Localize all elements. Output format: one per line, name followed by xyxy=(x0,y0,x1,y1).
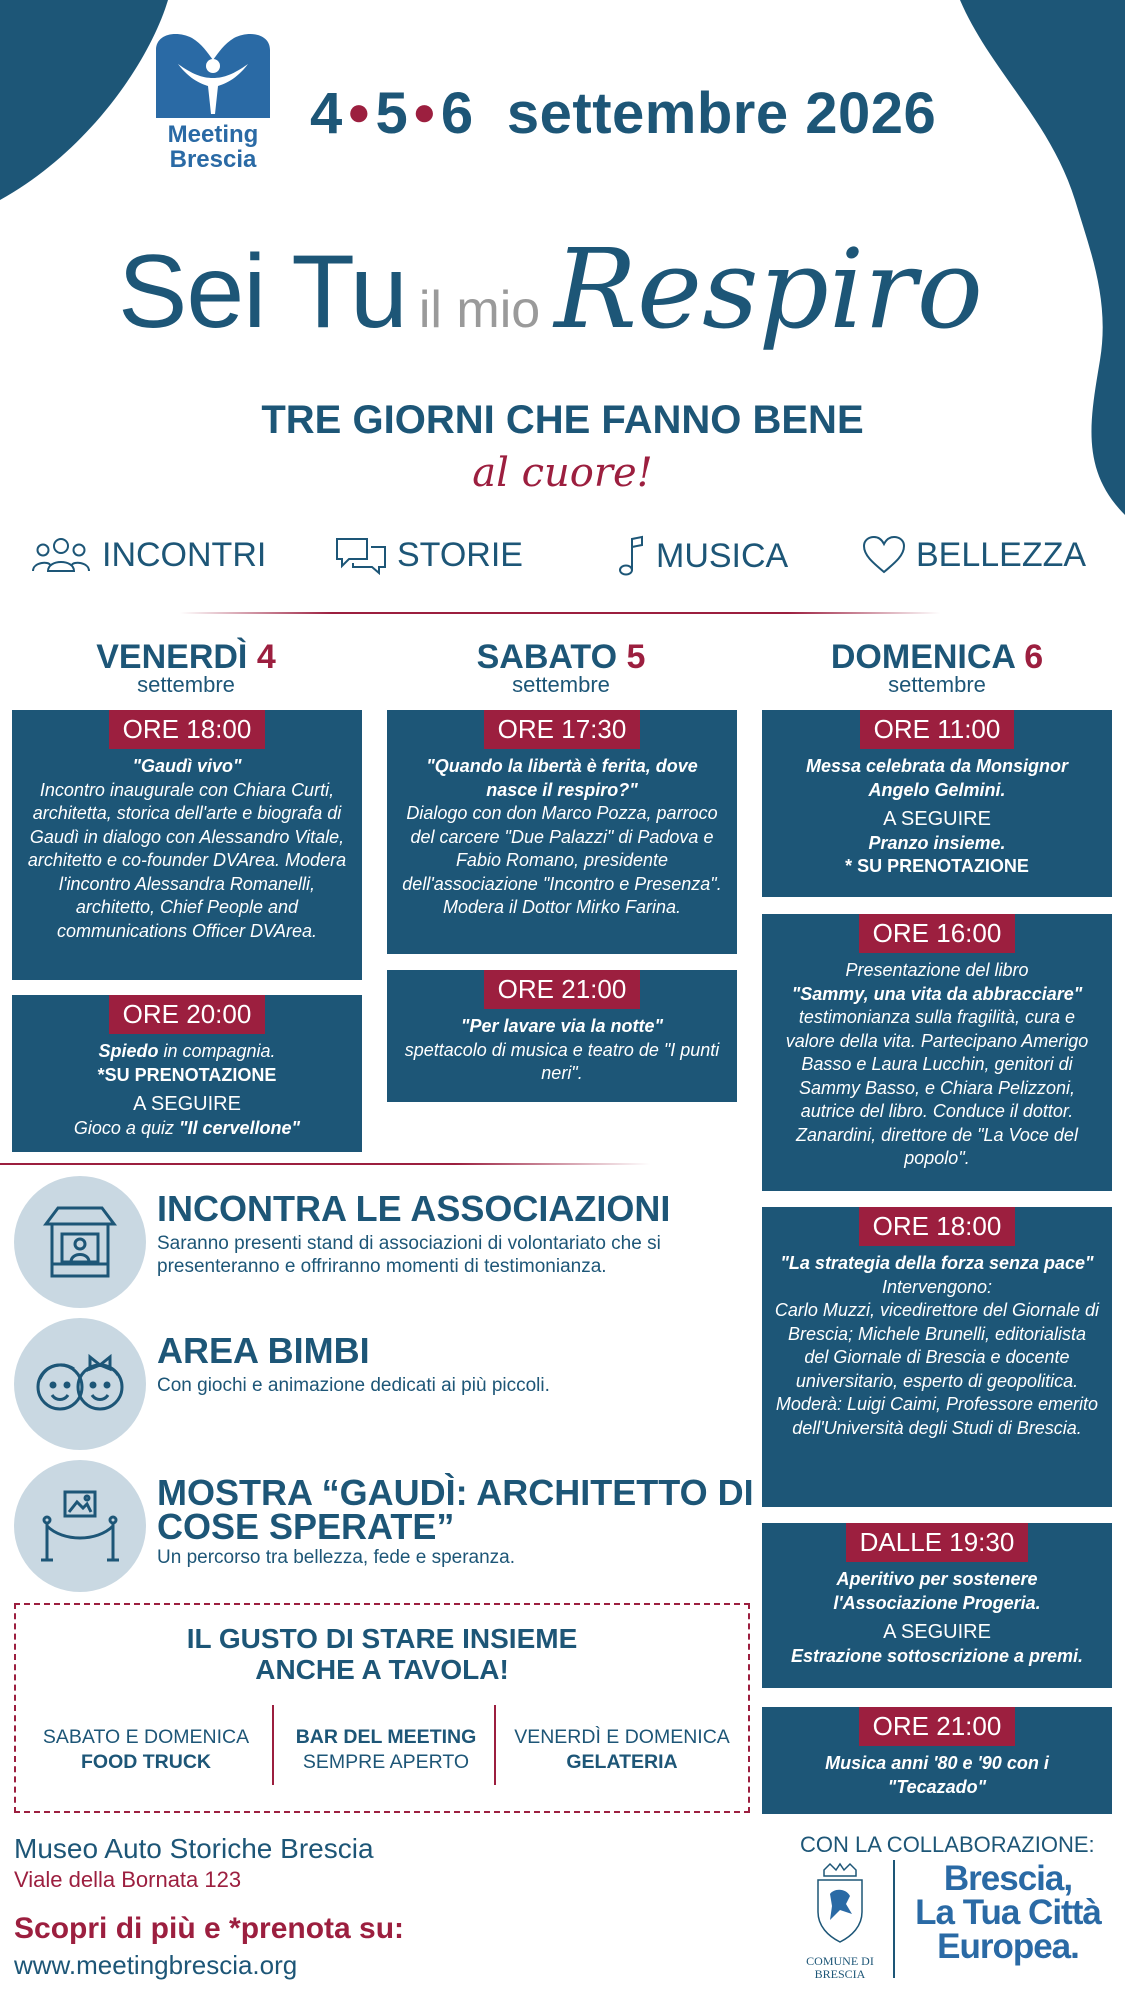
comune-brescia-logo: COMUNE DI BRESCIA xyxy=(800,1860,880,1981)
event-description: spettacolo di musica e teatro de "I punti neri". xyxy=(404,1039,720,1083)
event-intro: Presentazione del libro xyxy=(845,960,1029,980)
day-header-domenica: DOMENICA 6 settembre xyxy=(830,638,1044,697)
event-followup: Estrazione sottoscrizione a premi. xyxy=(790,1645,1084,1666)
people-icon xyxy=(30,535,92,575)
event-card xyxy=(762,1707,1112,1814)
separator xyxy=(494,1705,496,1785)
feature-title: AREA BIMBI xyxy=(157,1330,370,1371)
feature-description: Un percorso tra bellezza, fede e speranza. xyxy=(157,1547,516,1568)
feature-description: Con giochi e animazione dedicati ai più piccoli. xyxy=(157,1375,550,1396)
feature-area-bimbi xyxy=(14,1318,734,1450)
feature-description: Saranno presenti stand di associazioni di volontariato che si presenteranno e offriranno momenti di testimonianza. xyxy=(157,1233,661,1277)
feature-title: MOSTRA “GAUDÌ: ARCHITETTO DI COSE SPERATE” xyxy=(157,1472,754,1547)
event-card xyxy=(12,995,362,1152)
category-storie: STORIE xyxy=(335,535,523,575)
cta-label: Scopri di più e *prenota su: xyxy=(14,1912,405,1945)
event-description: Spiedo in compagnia. xyxy=(98,1041,276,1061)
event-description: Carlo Muzzi, vicedirettore del Giornale di Brescia; Michele Brunelli, editorialista del Giornale di Brescia e docente universitario, esperto di geopolitica. Moderà: Luigi Caimi, Professore emerito dell'Università degli Studi di Brescia. xyxy=(774,1300,1100,1438)
coat-of-arms-icon xyxy=(810,1860,870,1950)
event-card xyxy=(12,710,362,980)
event-title: "Gaudì vivo" xyxy=(132,756,242,776)
feature-mostra xyxy=(14,1460,754,1592)
divider-middle xyxy=(0,1163,650,1165)
event-intro: Intervengono: xyxy=(881,1276,993,1297)
music-note-icon xyxy=(618,535,646,577)
meeting-brescia-logo[interactable] xyxy=(148,30,278,172)
event-card xyxy=(762,1523,1112,1688)
event-title: Messa celebrata da Monsignor Angelo Gelmini. xyxy=(805,756,1069,800)
event-time: DALLE 19:30 xyxy=(846,1523,1029,1562)
food-option-food-truck: SABATO E DOMENICA FOOD TRUCK xyxy=(42,1726,250,1773)
event-card xyxy=(387,710,737,954)
separator xyxy=(893,1860,895,1978)
venue-address: Viale della Bornata 123 xyxy=(14,1867,242,1892)
brescia-european-city-logo: Brescia, La Tua Città Europea. xyxy=(915,1859,1101,1966)
feature-title: INCONTRA LE ASSOCIAZIONI xyxy=(157,1188,671,1229)
event-time: ORE 21:00 xyxy=(484,970,641,1009)
heart-icon xyxy=(862,535,906,575)
category-musica: MUSICA xyxy=(618,535,788,577)
event-followup: Gioco a quiz "Il cervellone" xyxy=(73,1117,301,1138)
event-title: Musica anni '80 e '90 con i "Tecazado" xyxy=(825,1753,1049,1797)
venue-info xyxy=(14,1833,374,1893)
call-to-action xyxy=(14,1912,404,1981)
food-section-title: IL GUSTO DI STARE INSIEME ANCHE A TAVOLA! xyxy=(186,1623,578,1685)
event-followup: Pranzo insieme. xyxy=(868,832,1006,853)
event-description: Dialogo con don Marco Pozza, parroco del carcere "Due Palazzi" di Padova e Fabio Romano, presidente dell'associazione "Incontro e Presenza". Modera il Dottor Mirko Farina. xyxy=(402,803,722,917)
separator xyxy=(272,1705,274,1785)
event-time: ORE 21:00 xyxy=(859,1707,1016,1746)
logo-text: Meeting Brescia xyxy=(167,121,259,173)
tagline-sub: al cuore! xyxy=(472,450,653,496)
event-description: testimonianza sulla fragilità, cura e valore della vita. Partecipano Amerigo Basso e Laura Lucchin, genitori di Sammy Basso, e Chiara Pelizzoni, autrice del libro. Conduce il dottor. Zanardini, direttore de "La Voce del popolo". xyxy=(785,1007,1089,1168)
speech-bubbles-icon xyxy=(335,535,387,575)
food-section xyxy=(14,1603,750,1813)
collaboration-label: CON LA COLLABORAZIONE: xyxy=(800,1832,1095,1857)
event-card xyxy=(762,710,1112,897)
tagline: TRE GIORNI CHE FANNO BENE xyxy=(261,398,864,442)
event-time: ORE 20:00 xyxy=(109,995,266,1034)
venue-name: Museo Auto Storiche Brescia xyxy=(14,1833,374,1864)
event-title: Aperitivo per sostenere l'Associazione Progeria. xyxy=(833,1569,1041,1613)
event-description: Incontro inaugurale con Chiara Curti, architetta, storica dell'arte e biografa di Gaudì in dialogo con Alessandro Vitale, architetto e co-founder DVArea. Modera l'incontro Alessandra Romanelli, architetto, Chief People and communications Officer DVArea. xyxy=(27,779,347,941)
website-link[interactable]: www.meetingbrescia.org xyxy=(14,1950,298,1980)
event-time: ORE 16:00 xyxy=(859,914,1016,953)
event-followup-label: A SEGUIRE xyxy=(133,1093,241,1115)
event-title: "Per lavare via la notte" xyxy=(460,1016,664,1036)
event-card xyxy=(762,1207,1112,1507)
event-booking-note: *SU PRENOTAZIONE xyxy=(97,1064,277,1085)
event-card xyxy=(762,914,1112,1191)
main-title: Sei Tu il mio Respiro xyxy=(118,225,983,353)
stand-icon xyxy=(38,1200,122,1284)
categories-row xyxy=(30,535,1100,585)
event-time: ORE 17:30 xyxy=(484,710,641,749)
day-header-venerdi: VENERDÌ 4 settembre xyxy=(96,638,276,697)
kids-faces-icon xyxy=(32,1349,128,1419)
event-title: "Quando la libertà è ferita, dove nasce il respiro?" xyxy=(426,756,698,800)
event-followup-label: A SEGUIRE xyxy=(883,808,991,830)
divider-top xyxy=(180,612,940,614)
category-bellezza: BELLEZZA xyxy=(862,535,1086,575)
event-time: ORE 18:00 xyxy=(859,1207,1016,1246)
food-option-bar: BAR DEL MEETING SEMPRE APERTO xyxy=(295,1726,477,1773)
event-time: ORE 11:00 xyxy=(860,710,1015,749)
event-time: ORE 18:00 xyxy=(109,710,266,749)
feature-associazioni xyxy=(14,1176,734,1308)
category-incontri: INCONTRI xyxy=(30,535,266,575)
event-dates: 4 ●5 ●6 settembre 2026 xyxy=(310,81,937,146)
logo-figure-icon xyxy=(152,30,274,118)
exhibition-icon xyxy=(35,1486,125,1566)
food-option-gelateria: VENERDÌ E DOMENICA GELATERIA xyxy=(514,1726,730,1773)
event-title: "Sammy, una vita da abbracciare" xyxy=(791,983,1083,1004)
event-followup-label: A SEGUIRE xyxy=(883,1621,991,1643)
event-title: "La strategia della forza senza pace" xyxy=(780,1253,1094,1273)
event-booking-note: * SU PRENOTAZIONE xyxy=(845,856,1029,876)
day-header-sabato: SABATO 5 settembre xyxy=(476,638,646,697)
event-card xyxy=(387,970,737,1102)
